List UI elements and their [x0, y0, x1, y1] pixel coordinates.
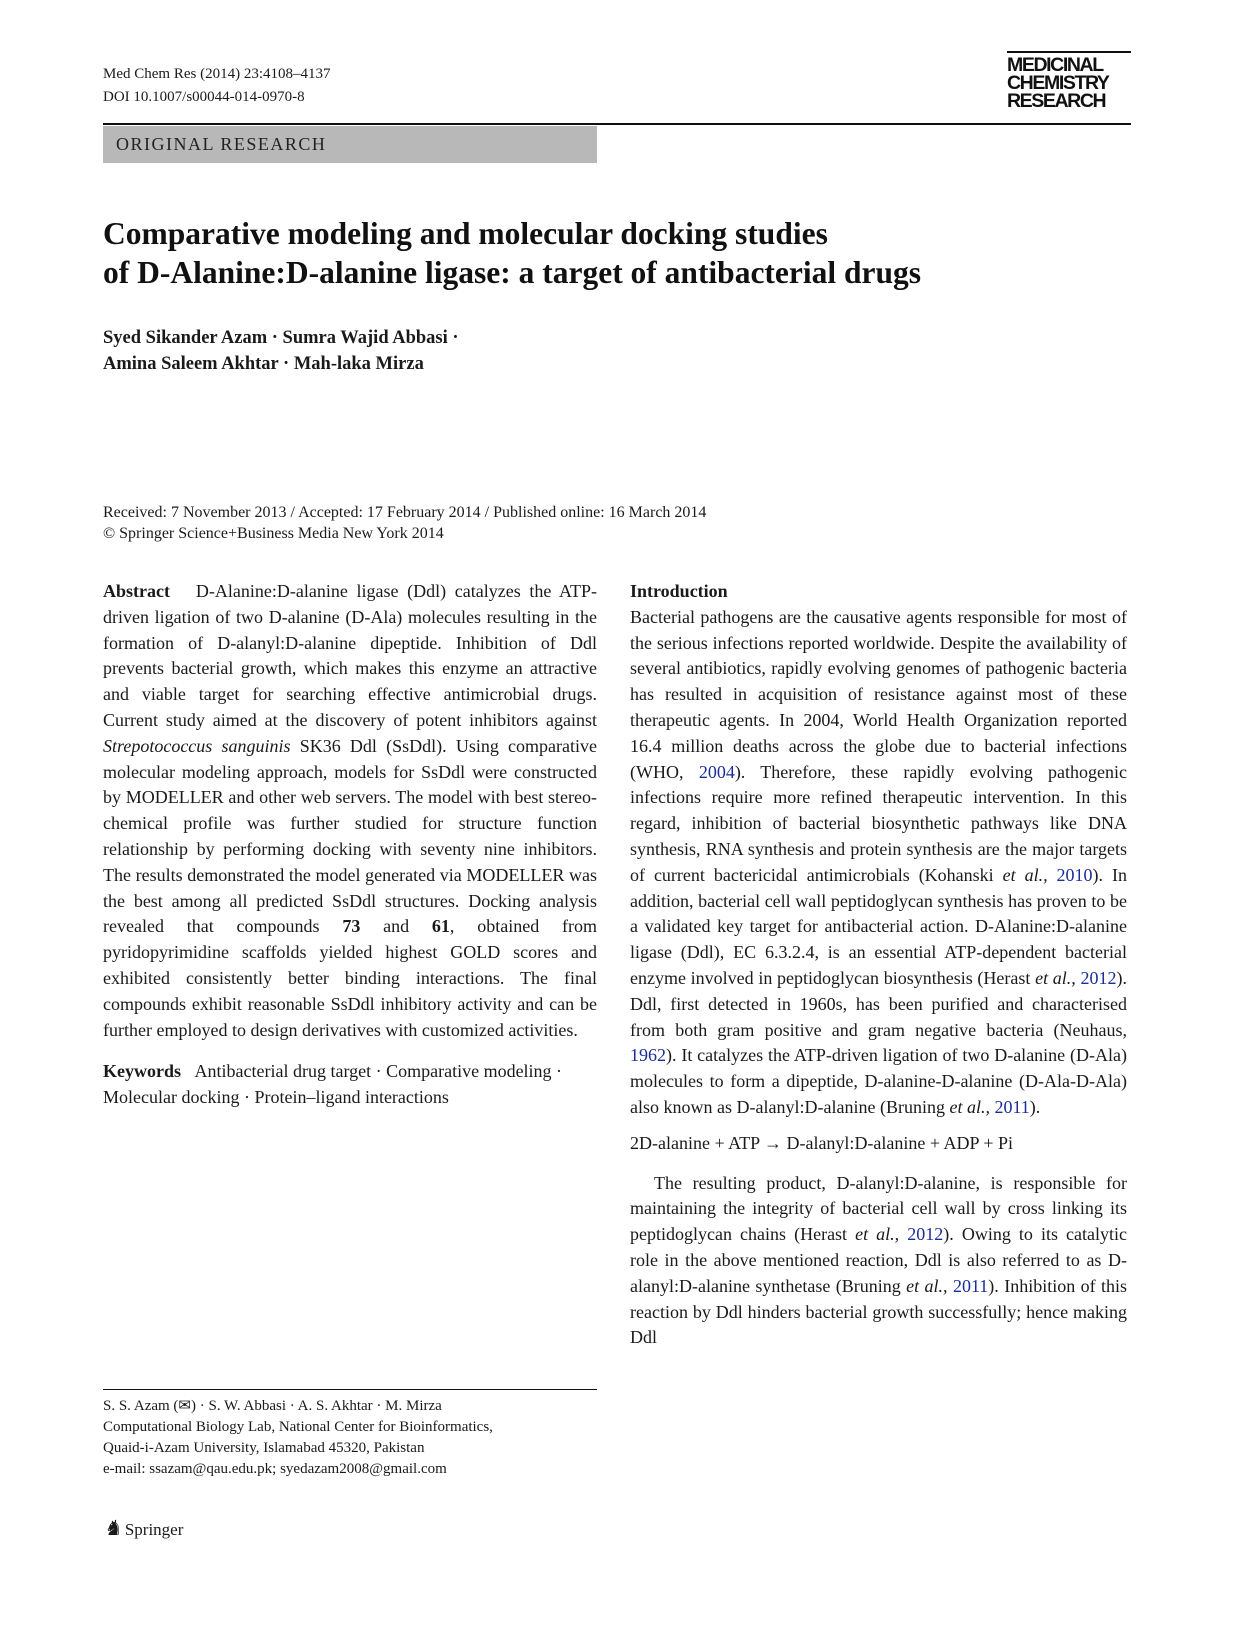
keywords-heading: Keywords — [103, 1061, 181, 1082]
copyright: © Springer Science+Business Media New York 2014 — [103, 525, 444, 542]
introduction-heading: Introduction — [630, 581, 728, 601]
citation-link[interactable]: 2011 — [952, 1275, 989, 1296]
compound-73: 73 — [342, 916, 361, 937]
species-name: Strepotococcus sanguinis — [103, 735, 291, 756]
footnote-rule — [103, 1389, 597, 1390]
compound-61: 61 — [431, 916, 450, 937]
affiliation-address: Quaid-i-Azam University, Islamabad 45320, Pakistan — [103, 1440, 425, 1456]
right-column — [630, 579, 1127, 1351]
publication-dates — [103, 502, 706, 544]
keywords — [103, 1059, 597, 1111]
reaction-equation: 2D-alanine + ATP → D-alanyl:D-alanine + ADP + Pi — [630, 1132, 1014, 1153]
abstract-heading: Abstract — [103, 581, 170, 601]
citation-link[interactable]: 2010 — [1056, 864, 1093, 885]
citation-link[interactable]: 2004 — [698, 761, 735, 782]
citation-link[interactable]: 1962 — [630, 1045, 666, 1066]
affiliation-email[interactable]: e-mail: ssazam@qau.edu.pk; syedazam2008@gmail.com — [103, 1461, 447, 1477]
logo-line-3: RESEARCH — [1007, 90, 1106, 112]
abstract: Abstract D-Alanine:D-alanine ligase (Ddl) catalyzes the ATP-driven ligation of two D-alanine (D-Ala) molecules resulting in the formation of D-alanyl:D-alanine dipeptide. Inhibition of Ddl prevents bacterial growth, which makes this enzyme an attractive and viable target for searching effective antimicrobial drugs. Current study aimed at the discovery of potent inhibitors against Strepotococcus sanguinis SK36 Ddl (SsDdl). Using comparative molecular modeling approach, models for SsDdl were constructed by MODELLER and other web servers. The model with best stereo-chemical profile was further studied for structure function relationship by performing docking with seventy nine inhibitors. The results demonstrated the model generated via MODELLER was the best among all predicted SsDdl structures. Docking analysis revealed that compounds 73 and 61, obtained from pyridopyrimidine scaffolds yielded highest GOLD scores and exhibited consistently better binding interactions. The final compounds exhibit reasonable SsDdl inhibitory activity and can be further employed to design derivatives with customized activities. — [103, 581, 598, 1040]
journal-logo — [1007, 51, 1131, 110]
citation-link[interactable]: 2011 — [994, 1096, 1030, 1117]
article-title: Comparative modeling and molecular docking studies of D-Alanine:D-alanine ligase: a target of antibacterial drugs — [103, 216, 922, 290]
affiliation — [103, 1396, 597, 1480]
publisher-name: Springer — [124, 1520, 184, 1539]
publisher-footer — [103, 1517, 183, 1541]
authors-line-1: Syed Sikander Azam · Sumra Wajid Abbasi · — [103, 328, 459, 348]
journal-citation — [103, 63, 330, 109]
springer-horse-icon: ♞ — [103, 1516, 122, 1540]
left-column — [103, 579, 597, 1111]
affiliation-names: S. S. Azam (✉) · S. W. Abbasi · A. S. Akhtar · M. Mirza — [103, 1398, 442, 1414]
logo-line-2: CHEMISTRY — [1007, 72, 1109, 94]
received-dates: Received: 7 November 2013 / Accepted: 17 February 2014 / Published online: 16 March 2014 — [103, 504, 707, 521]
logo-line-1: MEDICINAL — [1007, 54, 1103, 76]
header-rule — [103, 123, 1131, 125]
citation-link[interactable]: 2012 — [907, 1224, 944, 1245]
keywords-text: Antibacterial drug target · Comparative modeling · Molecular docking · Protein–ligand interactions — [103, 1061, 563, 1108]
intro-paragraph-2: The resulting product, D-alanyl:D-alanine, is responsible for maintaining the integrity of bacterial cell wall by cross linking its peptidoglycan chains (Herast et al., 2012). Owing to its catalytic role in the above mentioned reaction, Ddl is also referred to as D-alanyl:D-alanine synthetase (Bruning et al., 2011). Inhibition of this reaction by Ddl hinders bacterial growth successfully; hence making Ddl — [630, 1172, 1127, 1348]
intro-paragraph-1: Bacterial pathogens are the causative agents responsible for most of the serious infections reported worldwide. Despite the availability of several antibiotics, rapidly evolving genomes of pathogenic bacteria has resulted in acquisition of resistance against most of these therapeutic agents. In 2004, World Health Organization reported 16.4 million deaths across the globe due to bacterial infections (WHO, 2004). Therefore, these rapidly evolving pathogenic infections require more refined therapeutic intervention. In this regard, inhibition of bacterial biosynthetic pathways like DNA synthesis, RNA synthesis and protein synthesis are the major targets of current bactericidal antimicrobials (Kohanski et al., 2010). In addition, bacterial cell wall peptidoglycan synthesis has proven to be a validated key target for antibacterial action. D-Alanine:D-alanine ligase (Ddl), EC 6.3.2.4, is an essential ATP-dependent bacterial enzyme involved in peptidoglycan biosynthesis (Herast et al., 2012). Ddl, first detected in 1960s, has been purified and characterised from both gram positive and gram negative bacteria (Neuhaus, 1962). It catalyzes the ATP-driven ligation of two D-alanine (D-Ala) molecules to form a dipeptide, D-alanine-D-alanine (D-Ala-D-Ala) also known as D-alanyl:D-alanine (Bruning et al., 2011). — [630, 606, 1127, 1117]
author-list — [103, 325, 459, 377]
doi-line: DOI 10.1007/s00044-014-0970-8 — [103, 89, 305, 105]
journal-line: Med Chem Res (2014) 23:4108–4137 — [103, 66, 331, 82]
title-line-1: Comparative modeling and molecular docking studies — [103, 216, 828, 251]
authors-line-2: Amina Saleem Akhtar · Mah-laka Mirza — [103, 354, 424, 374]
affiliation-lab: Computational Biology Lab, National Center for Bioinformatics, — [103, 1419, 493, 1435]
citation-link[interactable]: 2012 — [1080, 967, 1117, 988]
section-label: ORIGINAL RESEARCH — [103, 126, 597, 163]
